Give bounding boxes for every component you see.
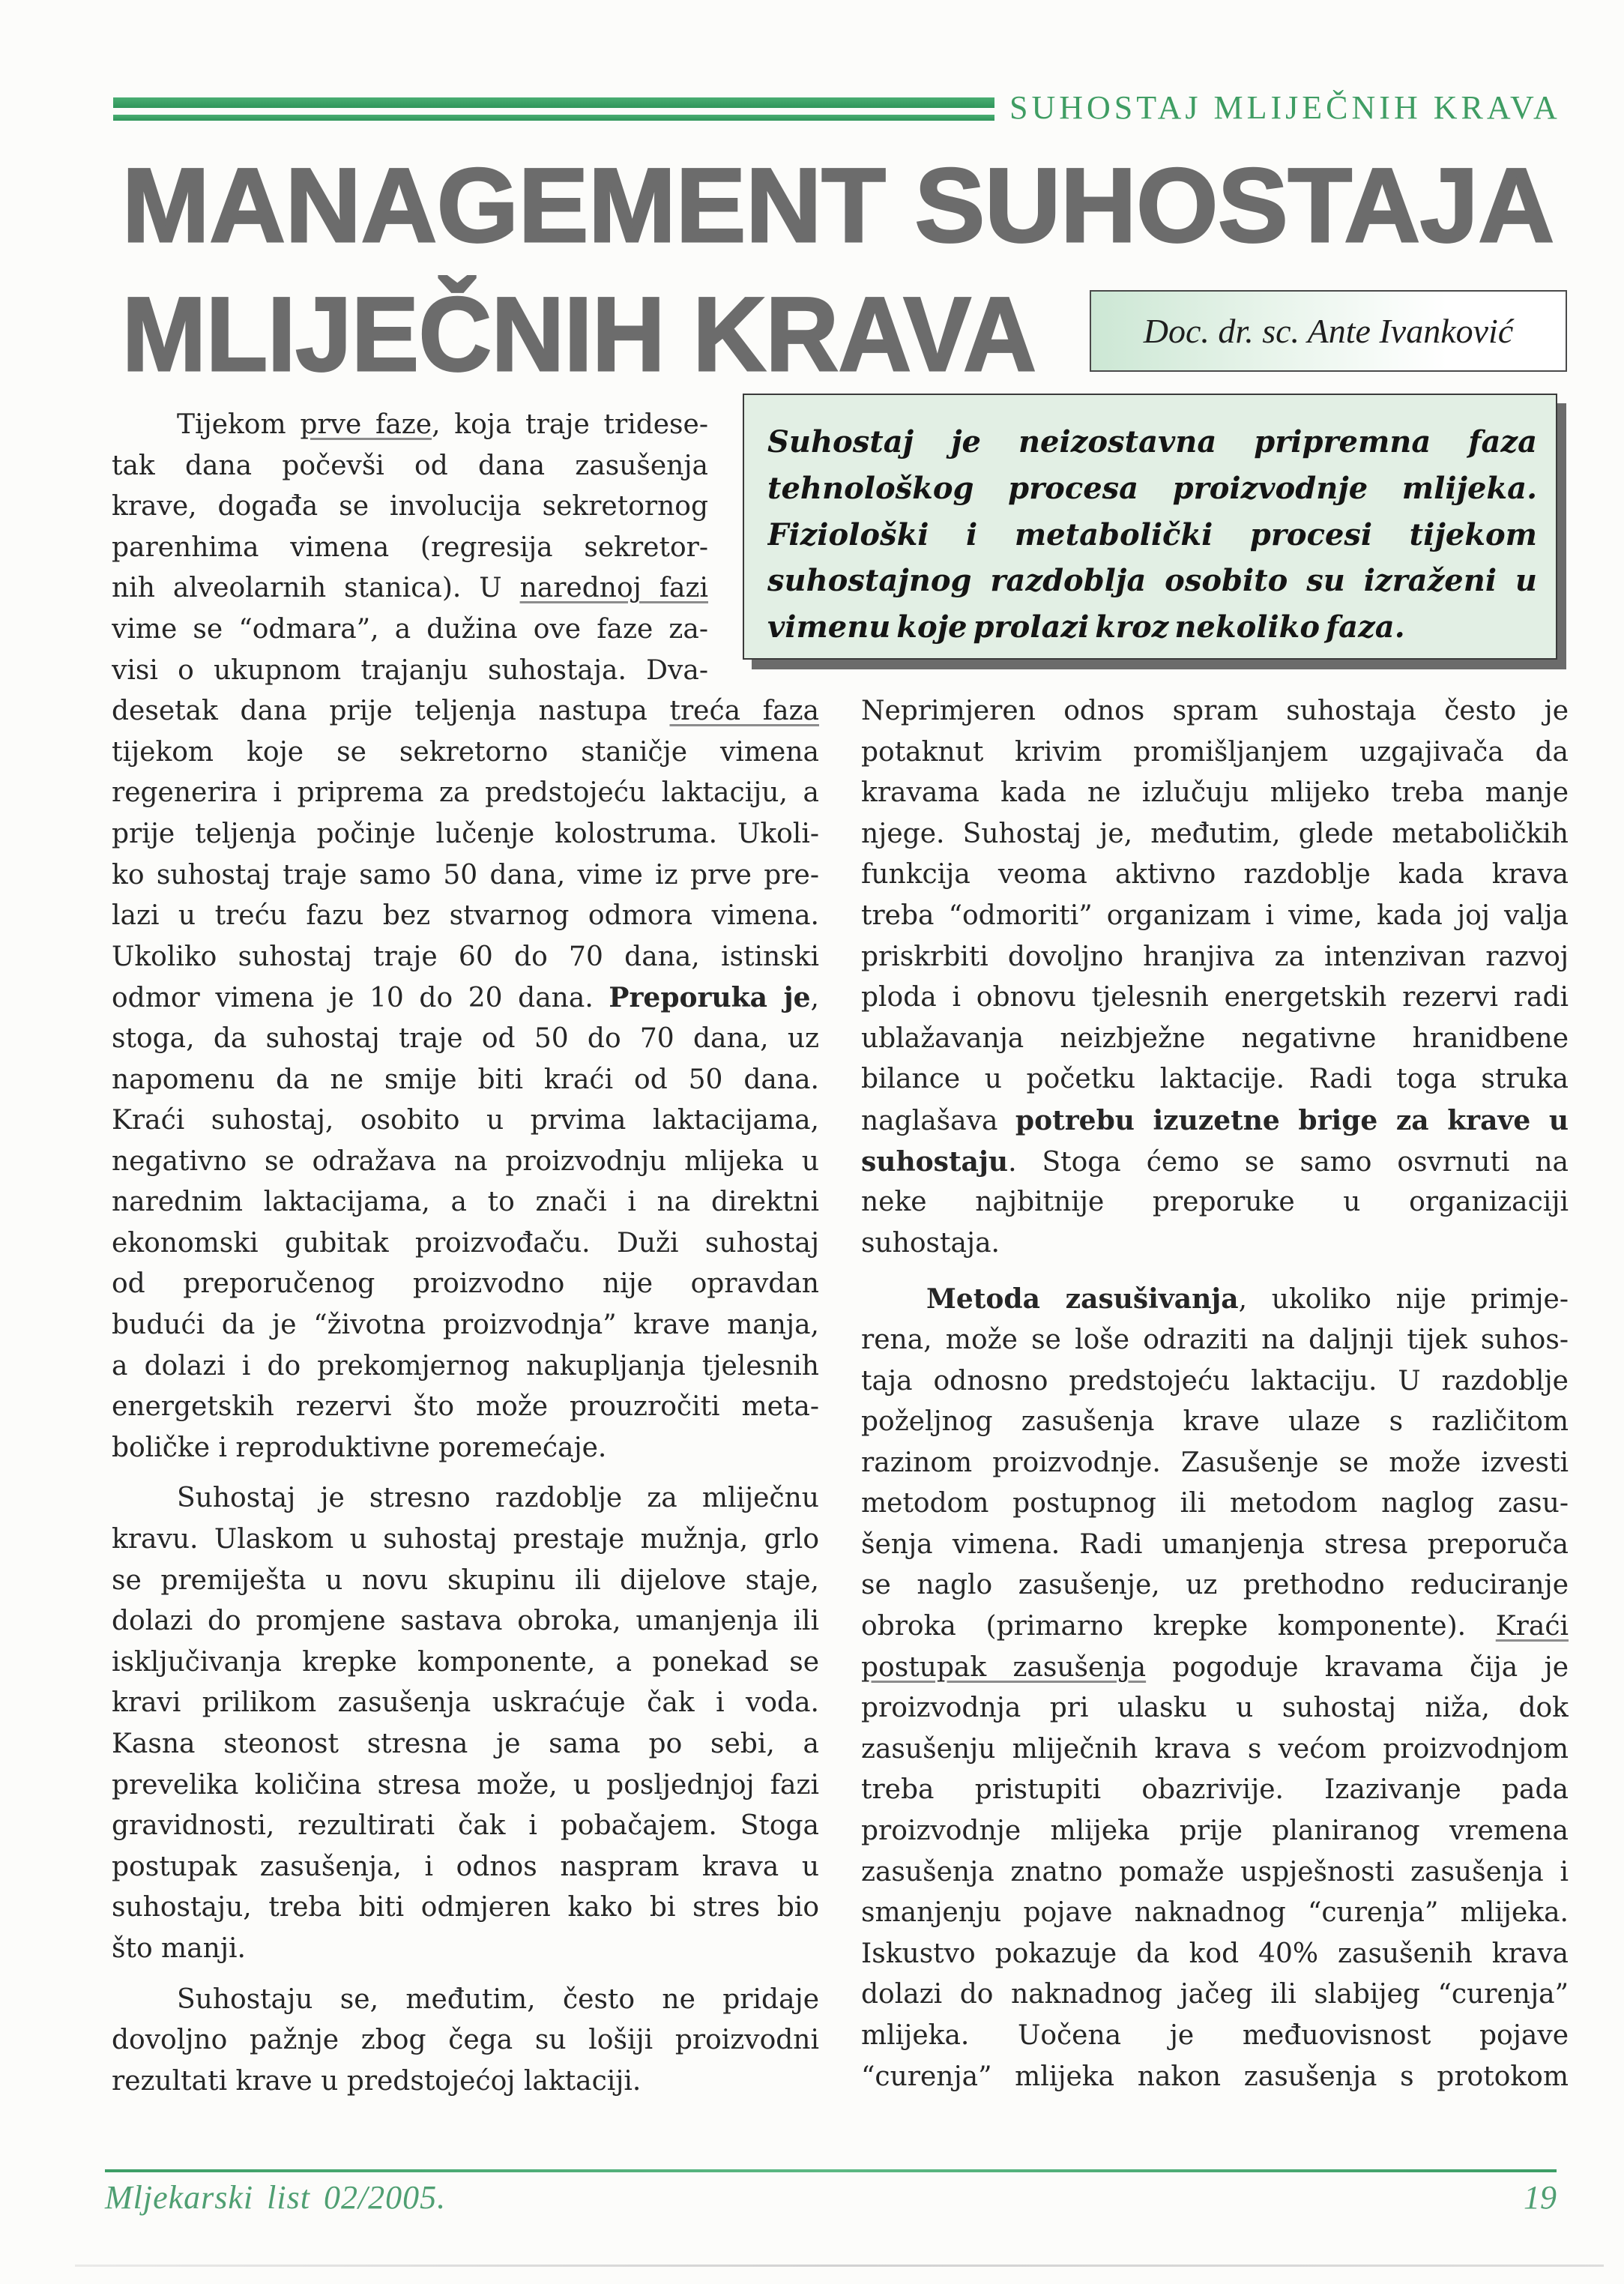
text-line: regenerira i priprema za predstojeću laktaciju, a	[112, 777, 819, 809]
text-line: kravi prilikom zasušenja uskraćuje čak i voda.	[112, 1687, 819, 1719]
text-line: vime se “odmara”, a dužina ove faze za-	[112, 613, 708, 645]
text-line: boličke i reproduktivne poremećaje.	[112, 1432, 607, 1463]
pull-quote-line: Suhostaj je neizostavna pripremna faza	[767, 424, 1537, 459]
text-line: Kraći suhostaj, osobito u prvima laktacijama,	[112, 1105, 819, 1136]
header-rule-thick	[113, 97, 994, 108]
page-edge-line	[75, 2265, 1604, 2267]
text-segment: naglašava	[861, 1105, 1015, 1136]
text-line: šenja vimena. Radi umanjenja stresa preporuča	[861, 1528, 1569, 1560]
text-line: dovoljno pažnje zbog čega su lošiji proizvodni	[112, 2025, 819, 2056]
text-line: poželjnog zasušenja krave ulaze s različitom	[861, 1406, 1569, 1438]
text-line: treba “odmoriti” organizam i vime, kada joj valja	[861, 900, 1569, 931]
text-line: suhostaja.	[861, 1227, 1000, 1259]
text-line: tak dana počevši od dana zasušenja	[112, 450, 708, 481]
text-line: Neprimjeren odnos spram suhostaja često je	[861, 696, 1569, 726]
text-line: visi o ukupnom trajanju suhostaja. Dva-	[112, 654, 708, 686]
text-line: ko suhostaj traje samo 50 dana, vime iz prve pre-	[112, 859, 819, 891]
text-segment: obroka (primarno krepke komponente).	[861, 1611, 1496, 1642]
text-segment: , ukoliko nije primje-	[1238, 1284, 1569, 1316]
pull-quote-box	[743, 394, 1557, 660]
text-line: dolazi do promjene sastava obroka, umanjenja ili	[112, 1606, 819, 1637]
text-line: mlijeka. Uočena je međuovisnost pojave	[861, 2020, 1569, 2051]
text-line: prije teljenja počinje lučenje kolostruma. Ukoli-	[112, 818, 819, 849]
underlined-phrase: prve faze	[300, 409, 432, 440]
text-line: prevelika količina stresa može, u posljednjoj fazi	[112, 1769, 819, 1801]
text-line: metodom postupnog ili metodom naglog zasu-	[861, 1488, 1569, 1519]
text-segment: . Stoga ćemo se samo osvrnuti na	[1008, 1146, 1569, 1178]
text-line: stoga, da suhostaj traje od 50 do 70 dana, uz	[112, 1022, 819, 1054]
text-line	[861, 1606, 1569, 1648]
text-segment: , koja traje tridese-	[432, 409, 708, 440]
article-title-line-2: MLIJEČNIH KRAVA	[122, 275, 1036, 393]
text-line	[861, 1648, 1569, 1689]
right-column	[861, 691, 1569, 2097]
text-line: isključivanja krepke komponente, a ponekad se	[112, 1646, 819, 1678]
text-segment: odmor vimena je 10 do 20 dana.	[112, 983, 609, 1014]
bold-phrase: potrebu izuzetne brige za krave u	[1015, 1104, 1569, 1136]
footer-rule	[105, 2169, 1557, 2172]
bold-phrase: suhostaju	[861, 1145, 1009, 1178]
text-line: potaknut krivim promišljanjem uzgajivača da	[861, 736, 1569, 768]
underlined-phrase: narednoj fazi	[519, 573, 708, 604]
text-line: što manji.	[112, 1932, 246, 1964]
text-line: napomenu da ne smije biti kraći od 50 dana.	[112, 1064, 819, 1095]
text-segment: ,	[810, 983, 819, 1014]
section-label: SUHOSTAJ MLIJEČNIH KRAVA	[1009, 89, 1561, 126]
paragraph	[861, 1279, 1569, 2097]
text-line: energetskih rezervi što može prouzročiti meta-	[112, 1391, 819, 1423]
underlined-phrase: treća faza	[669, 696, 819, 727]
pull-quote-line: tehnološkog procesa proizvodnje mlijeka.	[767, 470, 1537, 506]
page-number: 19	[1524, 2179, 1557, 2216]
text-line: zasušenja znatno pomaže uspješnosti zasušenja i	[861, 1856, 1569, 1887]
text-line: suhostaju, treba biti odmjeren kako bi stres bio	[112, 1892, 819, 1923]
text-line	[861, 1100, 1569, 1142]
text-line: narednim laktacijama, a to znači i na direktni	[112, 1187, 819, 1218]
text-line: neke najbitnije preporuke u organizaciji	[861, 1187, 1569, 1218]
text-line: parenhima vimena (regresija sekretor-	[112, 531, 708, 563]
text-line: kravama kada ne izlučuju mlijeko treba manje	[861, 777, 1569, 809]
text-line: proizvodnje mlijeka prije planiranog vremena	[861, 1816, 1569, 1847]
author-box	[1090, 290, 1567, 372]
text-line: kravu. Ulaskom u suhostaj prestaje mužnja, grlo	[112, 1524, 819, 1555]
paragraph	[861, 691, 1569, 1264]
text-line	[112, 568, 708, 609]
text-line: taja odnosno predstojeću laktaciju. U razdoblje	[861, 1365, 1569, 1396]
pull-quote-line: vimenu koje prolazi kroz nekoliko faza.	[767, 609, 1405, 645]
text-line: rezultati krave u predstojećoj laktaciji.	[112, 2065, 642, 2097]
text-line: bilance u početku laktacije. Radi toga struka	[861, 1064, 1569, 1095]
text-line: Suhostaj je stresno razdoblje za mliječnu	[177, 1483, 819, 1514]
bold-phrase: Metoda zasušivanja	[926, 1283, 1239, 1316]
text-line: razinom proizvodnje. Zasušenje se može izvesti	[861, 1447, 1569, 1478]
text-line: krave, događa se involucija sekretornog	[112, 491, 708, 522]
text-line	[112, 977, 819, 1019]
pull-quote-line: Fiziološki i metabolički procesi tijekom	[767, 516, 1537, 552]
pull-quote-text	[767, 419, 1537, 651]
paragraph	[112, 1478, 819, 1969]
text-line: Kasna steonost stresna je sama po sebi, a	[112, 1729, 819, 1759]
text-line	[112, 691, 819, 732]
text-line: Suhostaju se, međutim, često ne pridaje	[177, 1983, 819, 2015]
text-line	[861, 1279, 1569, 1320]
text-line: postupak zasušenja, i odnos naspram krava u	[112, 1851, 819, 1882]
text-line: zasušenju mliječnih krava s većom proizvodnjom	[861, 1733, 1569, 1765]
text-line: rena, može se loše odraziti na daljnji tijek suhos-	[861, 1324, 1569, 1355]
pull-quote-line: suhostajnog razdoblja osobito su izraženi u	[767, 563, 1537, 599]
text-line: funkcija veoma aktivno razdoblje kada krava	[861, 859, 1569, 891]
text-line: dolazi do naknadnog jačeg ili slabijeg “curenja”	[861, 1979, 1569, 2010]
text-line: priskrbiti dovoljno hranjiva za intenzivan razvoj	[861, 941, 1569, 972]
text-segment: nih alveolarnih stanica). U	[112, 573, 520, 604]
paragraph	[112, 405, 819, 1468]
header-rule-thin	[113, 115, 994, 121]
bold-phrase: Preporuka je	[609, 982, 811, 1014]
underlined-phrase: postupak zasušenja	[861, 1651, 1147, 1683]
text-line	[112, 405, 708, 446]
text-line: budući da je “životna proizvodnja” krave manja,	[112, 1310, 819, 1341]
text-line: tijekom koje se sekretorno staničje vimena	[112, 736, 819, 768]
author-name: Doc. dr. sc. Ante Ivanković	[1143, 312, 1514, 350]
text-line: ublažavanja neizbježne negativne hranidbene	[861, 1022, 1569, 1054]
article-title-line-1: MANAGEMENT SUHOSTAJA	[122, 146, 1554, 264]
text-line: ploda i obnovu tjelesnih energetskih rezervi radi	[861, 982, 1569, 1013]
text-line: lazi u treću fazu bez stvarnog odmora vimena.	[112, 900, 819, 932]
text-line: gravidnosti, rezultirati čak i pobačajem. Stoga	[112, 1810, 819, 1842]
text-line: treba pristupiti obazrivije. Izazivanje pada	[861, 1774, 1569, 1806]
paragraph	[112, 1980, 819, 2103]
text-segment: desetak dana prije teljenja nastupa	[112, 696, 670, 727]
text-segment: Tijekom	[177, 409, 301, 440]
text-line: njege. Suhostaj je, međutim, glede metaboličkih	[861, 818, 1569, 849]
text-line: “curenja” mlijeka nakon zasušenja s protokom	[861, 2061, 1569, 2092]
text-line: Ukoliko suhostaj traje 60 do 70 dana, istinski	[112, 941, 819, 972]
text-line: se naglo zasušenje, uz prethodno reduciranje	[861, 1570, 1569, 1601]
text-line: ekonomski gubitak proizvođaču. Duži suhostaj	[112, 1227, 819, 1259]
text-line: negativno se odražava na proizvodnju mlijeka u	[112, 1145, 819, 1177]
left-column	[112, 405, 819, 2102]
text-line: a dolazi i do prekomjernog nakupljanja tjelesnih	[112, 1350, 819, 1381]
text-segment: pogoduje kravama čija je	[1146, 1651, 1569, 1683]
text-line: Iskustvo pokazuje da kod 40% zasušenih krava	[861, 1938, 1569, 1969]
text-line	[861, 1142, 1569, 1183]
text-line: se premiješta u novu skupinu ili dijelove staje,	[112, 1564, 819, 1596]
text-line: proizvodnja pri ulasku u suhostaj niža, dok	[861, 1693, 1569, 1724]
underlined-phrase: Kraći	[1495, 1611, 1569, 1642]
text-line: od preporučenog proizvodno nije opravdan	[112, 1268, 819, 1300]
text-line: smanjenju pojave naknadnog “curenja” mlijeka.	[861, 1897, 1569, 1929]
publication-issue: Mljekarski list 02/2005.	[105, 2179, 447, 2216]
